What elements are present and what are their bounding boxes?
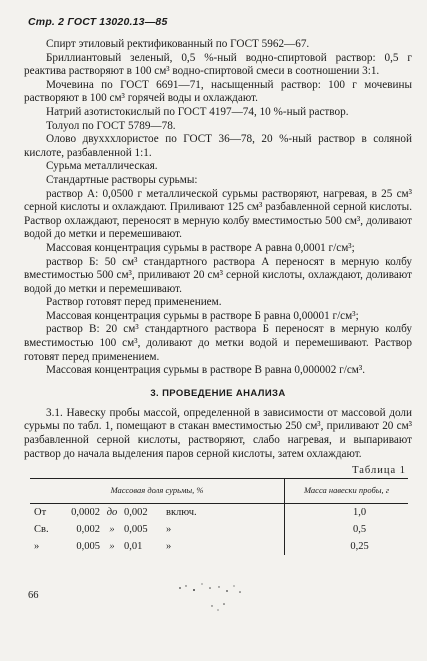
note-paragraph: Раствор готовят перед применением.: [46, 296, 222, 309]
mass-cell: 0,5: [352, 524, 367, 536]
table-header-mass: Масса навески пробы, г: [285, 479, 408, 504]
page-header: Стр. 2 ГОСТ 13020.13—85: [28, 16, 168, 28]
table-caption: Таблица 1: [352, 465, 406, 477]
table-row: [30, 538, 408, 555]
mass-cell: 1,0: [352, 507, 367, 519]
reagent-paragraph: Олово двухххлористое по ГОСТ 36—78, 20 %-ный раствор в соляной кислоте, разбавленной 1:1.: [24, 133, 412, 159]
solution-paragraph: раствор А: 0,0500 г металлической сурьмы растворяют, нагревая, в 25 см³ серной кислоты и охлаждают. Приливают 125 см³ разбавленной серной кислоты. Раствор охлаждают, переносят в мерную колбу вместимостью 500 см³, доливают водой до метки и перемешивают.: [24, 187, 412, 241]
concentration-paragraph: Массовая концентрация сурьмы в растворе Б равна 0,00001 г/см³;: [46, 309, 359, 322]
solution-paragraph: раствор Б: 50 см³ стандартного раствора А переносят в мерную колбу вместимостью 500 см³, приливают 20 см³ серной кислоты, охлаждают, доливают водой до метки и перемешивают.: [24, 255, 412, 295]
reagent-paragraph: Стандартные растворы сурьмы:: [46, 173, 198, 186]
document-page: [24, 16, 412, 555]
reagent-paragraph: Натрий азотистокислый по ГОСТ 4197—74, 10 %-ный раствор.: [46, 105, 349, 118]
solution-paragraph: раствор В: 20 см³ стандартного раствора Б переносят в мерную колбу вместимостью 100 см³, доливают до метки водой и перемешивают. Раствор готовят перед применением.: [24, 323, 412, 363]
scan-speckle: [172, 578, 252, 618]
section-paragraph: 3.1. Навеску пробы массой, определенной в зависимости от массовой доли сурьмы по табл. 1, помещают в стакан вместимостью 250 см³, приливают 20 см³ разбавленной серной кислоты, растворяют, слабо нагревая, и выпаривают раствор до начала выделения паров серной кислоты, затем охлаждают.: [24, 406, 412, 460]
reagent-paragraph: Мочевина по ГОСТ 6691—71, насыщенный раствор: 100 г мочевины растворяют в 100 см³ горячей воды и охлаждают.: [24, 78, 412, 105]
section-title: 3. ПРОВЕДЕНИЕ АНАЛИЗА: [150, 387, 286, 399]
reagent-paragraph: Спирт этиловый ректификованный по ГОСТ 5962—67.: [46, 38, 310, 50]
mass-table: [30, 478, 408, 555]
reagent-paragraph: Сурьма металлическая.: [46, 160, 158, 173]
reagent-paragraph: Толуол по ГОСТ 5789—78.: [46, 119, 176, 132]
mass-cell: 0,25: [350, 541, 369, 553]
fraction-range-cell: Св. 0,002 » 0,005 »: [30, 521, 285, 538]
table-row: [30, 504, 408, 522]
fraction-range-cell: » 0,005 » 0,01 »: [30, 538, 285, 555]
page-number: 66: [28, 590, 39, 601]
concentration-paragraph: Массовая концентрация сурьмы в растворе В равна 0,000002 г/см³.: [46, 364, 366, 377]
table-row: [30, 521, 408, 538]
concentration-paragraph: Массовая концентрация сурьмы в растворе А равна 0,0001 г/см³;: [46, 241, 355, 254]
reagent-paragraph: Бриллиантовый зеленый, 0,5 %-ный водно-спиртовой раствор: 0,5 г реактива растворяют в 100 см³ водно-спиртовой смеси в соотношении 3:1.: [24, 51, 412, 78]
table-header-fraction: Массовая доля сурьмы, %: [30, 479, 285, 504]
fraction-range-cell: От 0,0002 до 0,002 включ.: [30, 504, 285, 522]
